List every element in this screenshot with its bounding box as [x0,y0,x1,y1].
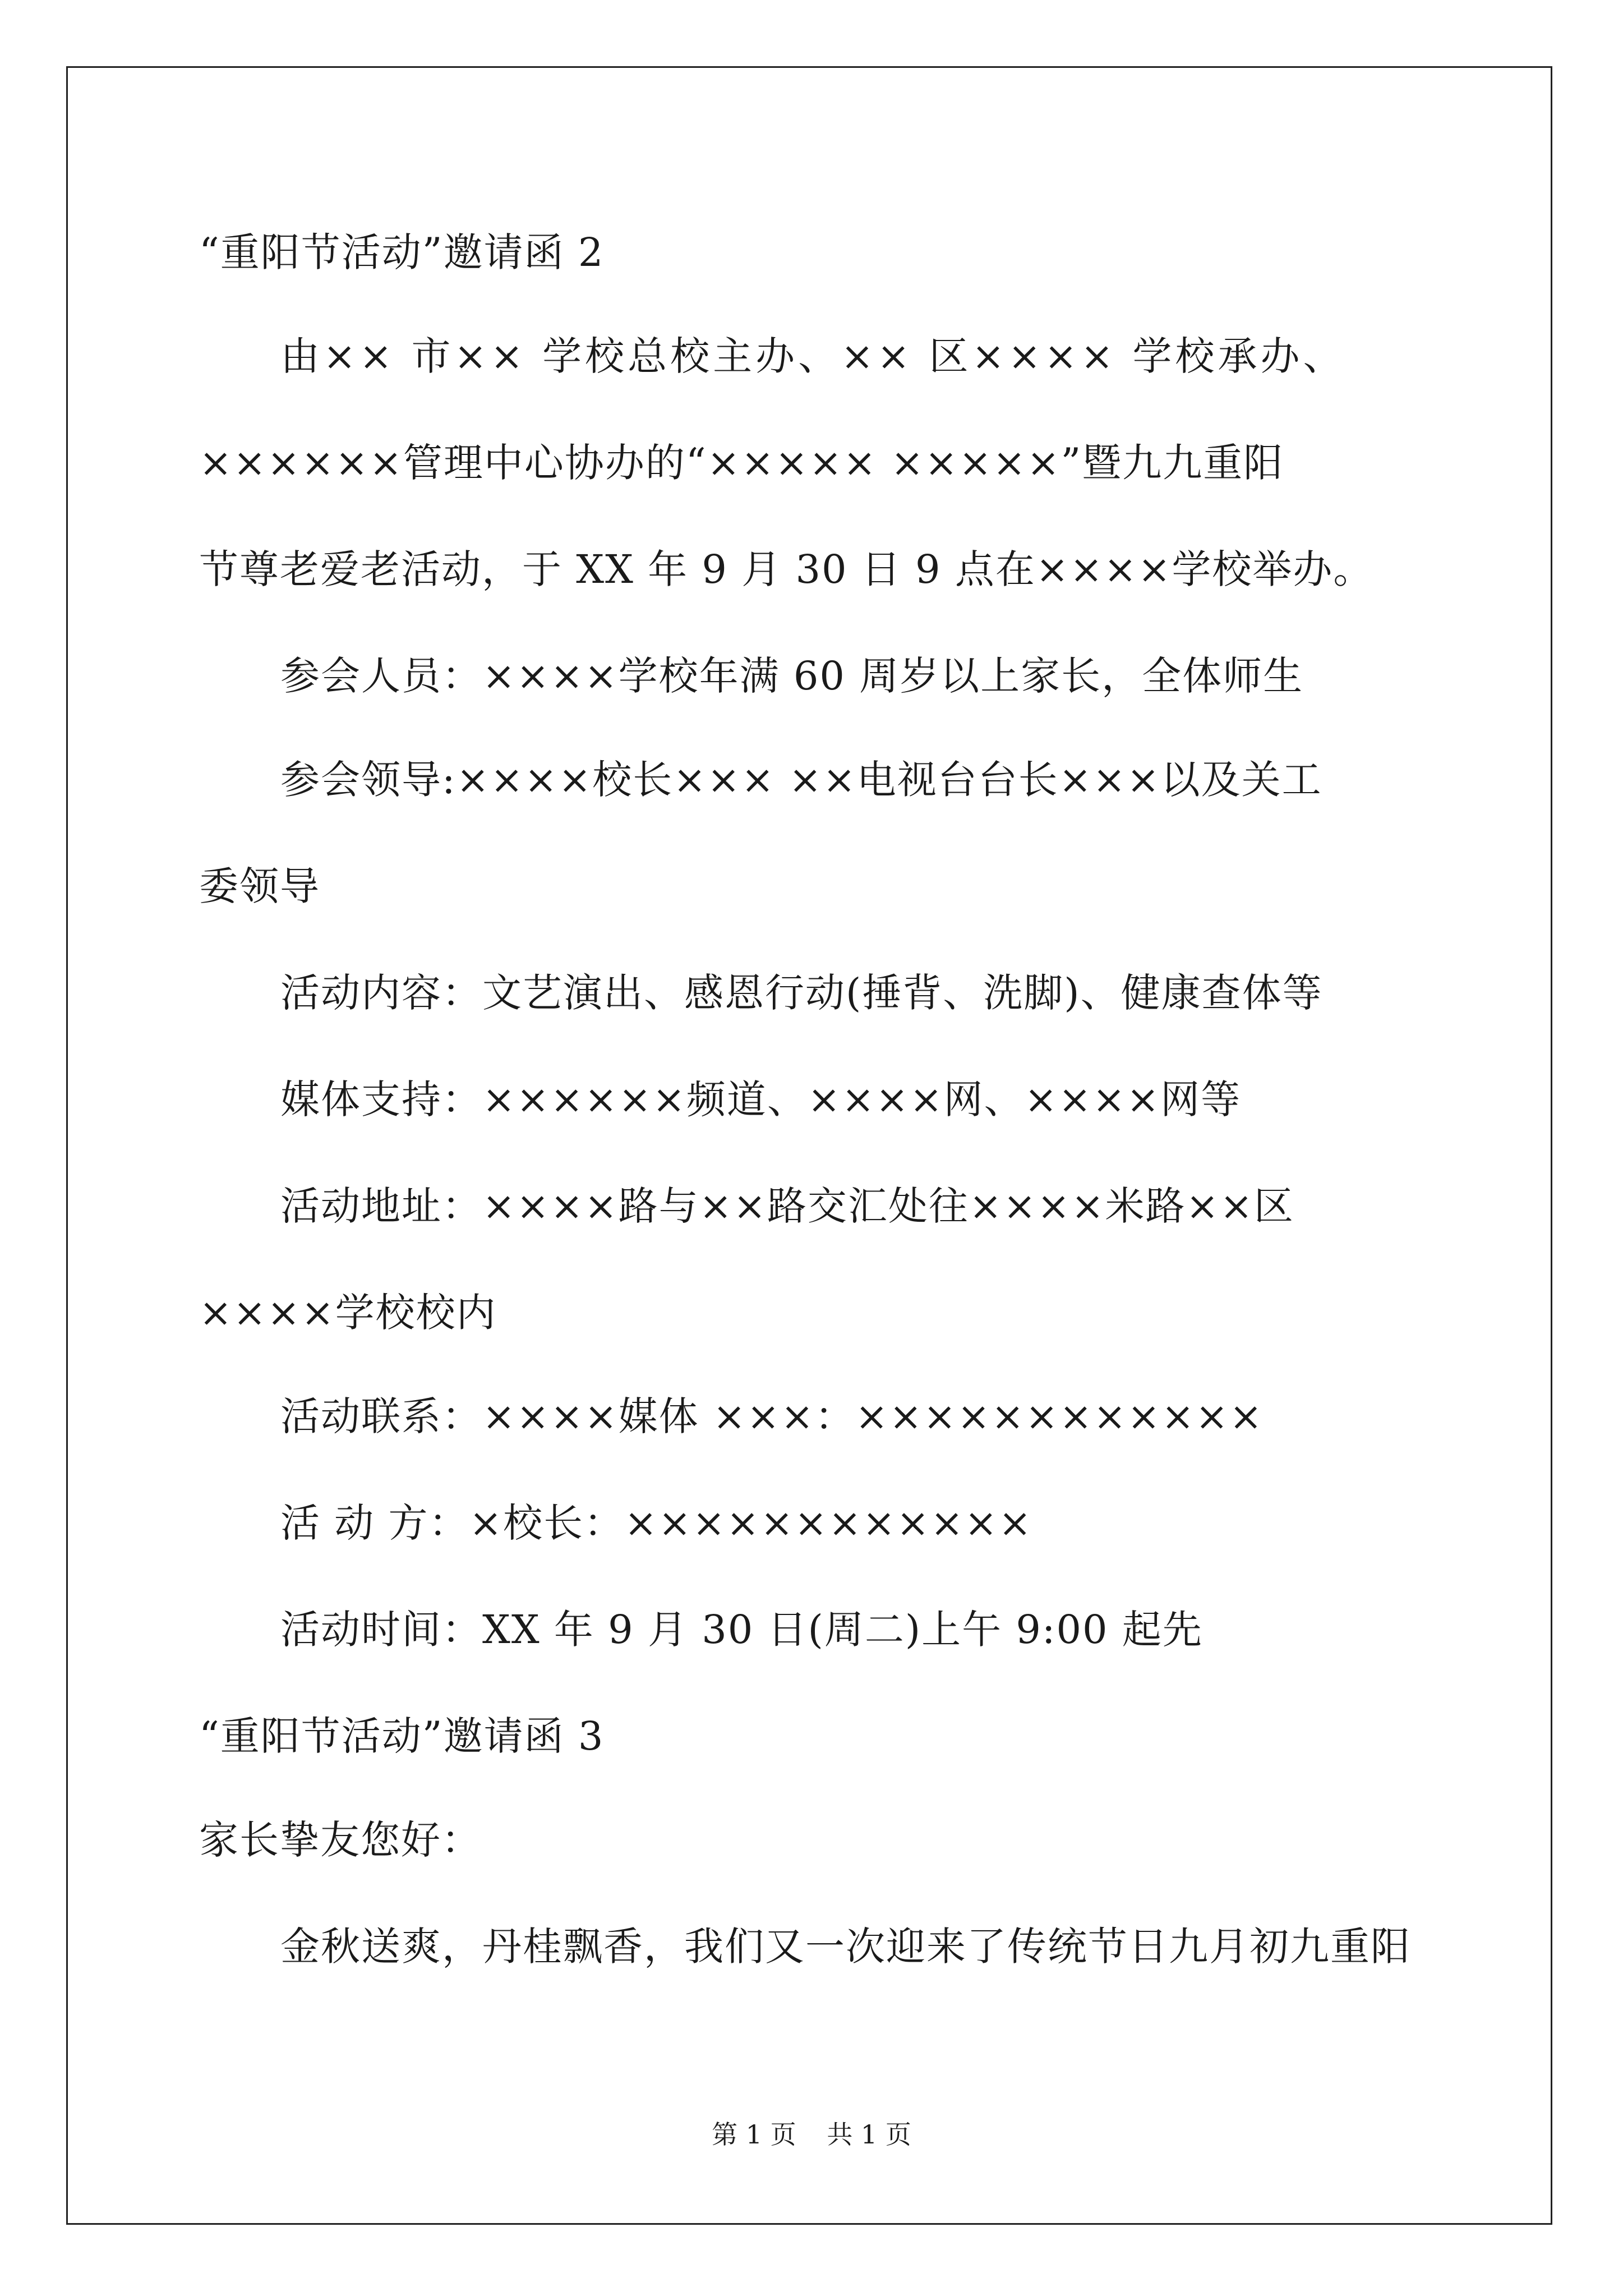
paragraph-line: 节尊老爱老活动，于 XX 年 9 月 30 日 9 点在××××学校举办。 [199,546,1374,592]
address-line-cont: ××××学校校内 [199,1290,497,1336]
page-border [66,66,1552,2225]
heading-invitation-2: “重阳节活动”邀请函 2 [199,229,605,275]
leaders-line-cont: 委领导 [199,863,320,909]
greeting-line: 家长挚友您好： [199,1817,482,1863]
organizer-line: 活 动 方：×校长：×××××××××××× [280,1500,1032,1546]
paragraph-line: ××××××管理中心协办的“××××× ×××××”暨九九重阳 [199,440,1284,486]
media-line: 媒体支持：××××××频道、××××网、××××网等 [280,1076,1242,1122]
page-number: 第 1 页 [712,2119,796,2150]
contact-line: 活动联系：××××媒体 ×××：×××××××××××× [280,1393,1264,1439]
paragraph-line: 由×× 市×× 学校总校主办、×× 区×××× 学校承办、 [280,333,1346,379]
attendees-line: 参会人员：××××学校年满 60 周岁以上家长，全体师生 [280,653,1304,699]
heading-invitation-3: “重阳节活动”邀请函 3 [199,1713,605,1759]
page-total: 共 1 页 [827,2119,911,2150]
leaders-line: 参会领导:××××校长××× ××电视台台长×××以及关工 [280,757,1322,803]
content-line: 活动内容：文艺演出、感恩行动(捶背、洗脚)、健康查体等 [280,970,1323,1016]
page-footer [0,2118,1623,2151]
address-line: 活动地址：××××路与××路交汇处往××××米路××区 [280,1183,1294,1229]
time-line: 活动时间：XX 年 9 月 30 日(周二)上午 9:00 起先 [280,1607,1203,1653]
paragraph-line: 金秋送爽，丹桂飘香，我们又一次迎来了传统节日九月初九重阳 [280,1924,1411,1970]
